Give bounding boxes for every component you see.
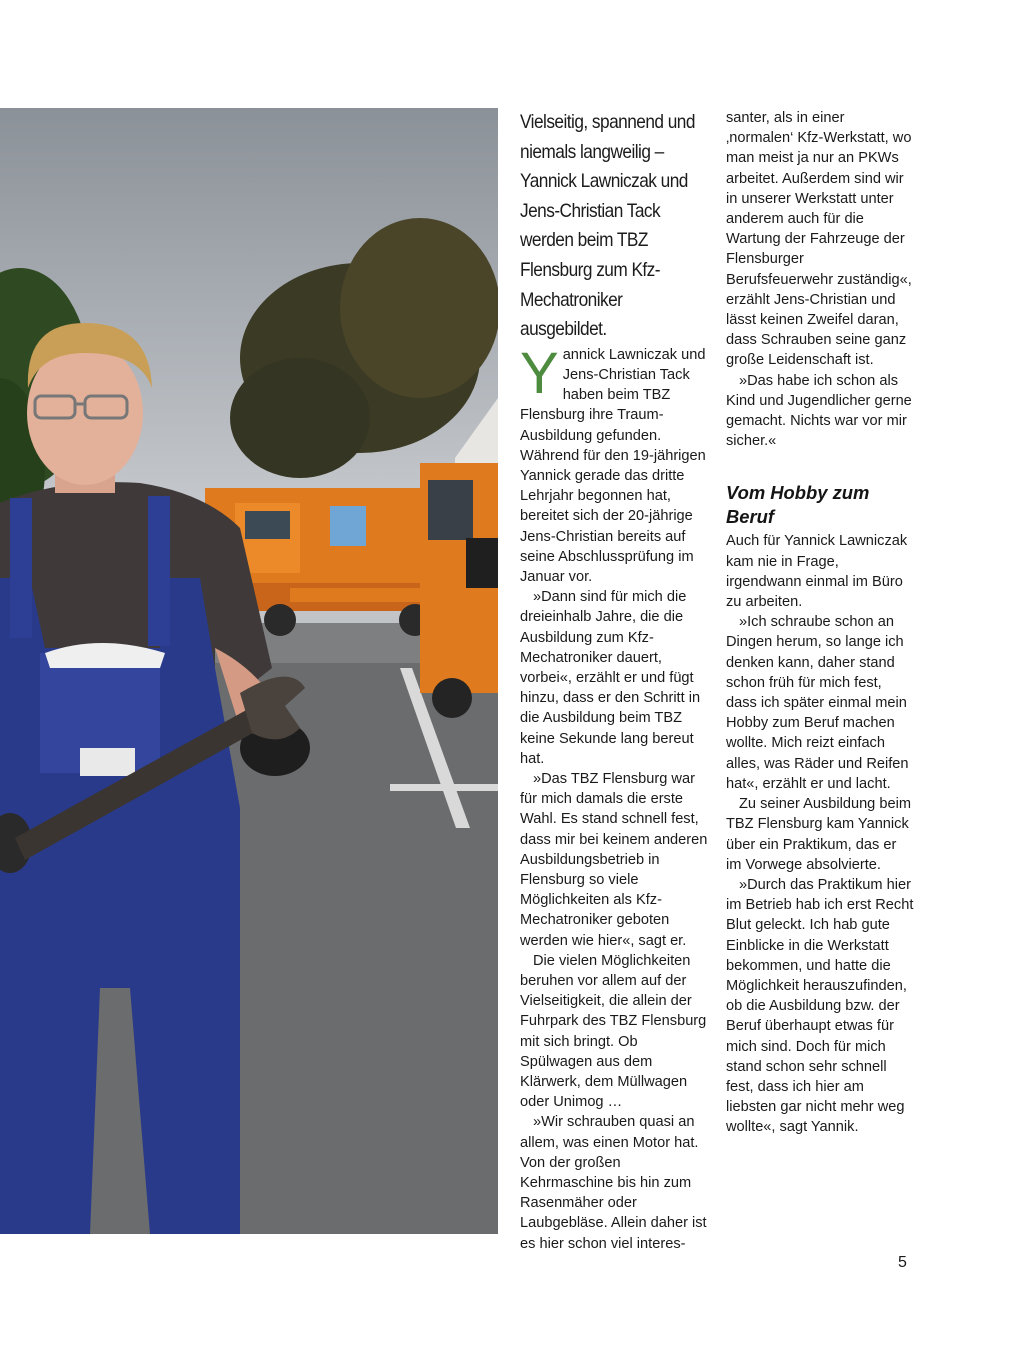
- mechanic-photo-icon: [0, 108, 498, 1234]
- article-paragraph: [520, 340, 708, 587]
- subheading: Vom Hobby zum Beruf: [726, 482, 870, 528]
- article-paragraph: »Wir schrauben quasi an allem, was einen Motor hat. Von der großen Kehrmaschine bis hin zum Rasenmäher oder Laubgebläse. Allein daher ist es hier schon viel interes-: [520, 1114, 707, 1252]
- lead-paragraph: Vielseitig, spannend und niemals langweilig – Yannick Lawniczak und Jens-Christian Tack werden beim TBZ Flensburg zum Kfz-Mechatroniker ausgebildet.: [520, 112, 695, 341]
- article-paragraph: »Dann sind für mich die dreieinhalb Jahre, die die Ausbildung zum Kfz-Mechatroniker dauert, vorbei«, erzählt er und fügt hinzu, dass er den Schritt in die Ausbildung beim TBZ keine Sekunde lang bereut hat.: [520, 589, 701, 767]
- article-paragraph: »Durch das Praktikum hier im Betrieb hab ich erst Recht Blut geleckt. Ich hab gute Einblicke in die Werkstatt bekommen, und hatte die Möglichkeit herauszufinden, ob die Ausbildung bzw. der Beruf überhaupt etwas für mich sind. Doch für mich stand schon sehr schnell fest, dass ich hier am liebsten gar nicht mehr weg wollte«, sagt Yannik.: [726, 876, 914, 1136]
- article-paragraph: »Ich schraube schon an Dingen herum, so lange ich denken kann, daher stand schon früh für mich fest, dass ich später einmal mein Hobby zum Beruf machen wollte. Mich reizt einfach alles, was Räder und Reifen hat«, erzählt er und lacht.: [726, 614, 909, 792]
- page-number: 5: [898, 1254, 907, 1271]
- paragraph-text: annick Lawniczak und Jens-Christian Tack haben beim TBZ Flensburg ihre Traum-Ausbildung gefunden. Während für den 19-jährigen Yannick gerade das dritte Lehrjahr begonnen hat, bereitet sich der 20-jährige Jens-Christian bereits auf seine Abschlussprüfung im Januar vor.: [520, 346, 706, 585]
- article-paragraph: Die vielen Möglichkeiten beruhen vor allem auf der Vielseitigkeit, die allein der Fuhrpark des TBZ Flensburg mit sich bringt. Ob Spülwagen aus dem Klärwerk, dem Müllwagen oder Unimog …: [520, 952, 707, 1111]
- article-paragraph: Zu seiner Ausbildung beim TBZ Flensburg kam Yannick über ein Praktikum, das er im Vorwege absolvierte.: [726, 796, 911, 873]
- article-paragraph: santer, als in einer ‚normalen‘ Kfz-Werkstatt, wo man meist ja nur an PKWs arbeitet. Außerdem sind wir in unserer Werkstatt unter anderem auch für die Wartung der Fahrzeuge der Flensburger Berufsfeuerwehr zuständig«, erzählt Jens-Christian und lässt keinen Zweifel daran, dass Schrauben seine ganz große Leidenschaft ist.: [726, 110, 912, 369]
- mechanic-photo: [0, 108, 498, 1234]
- column-2: [726, 108, 914, 1138]
- drop-cap: Y: [520, 340, 559, 406]
- article-paragraph: »Das TBZ Flensburg war für mich damals die erste Wahl. Es stand schnell fest, dass mir bei keinem anderen Ausbildungsbetrieb in Flensburg so viele Möglichkeiten als Kfz-Mechatroniker geboten werden wie hier«, sagt er.: [520, 771, 708, 949]
- article-paragraph: »Das habe ich schon als Kind und Jugendlicher gerne gemacht. Nichts war vor mir sicher.«: [726, 372, 912, 450]
- article-paragraph: Auch für Yannick Lawniczak kam nie in Frage, irgendwann einmal im Büro zu arbeiten.: [726, 533, 908, 611]
- column-1: [520, 108, 708, 1254]
